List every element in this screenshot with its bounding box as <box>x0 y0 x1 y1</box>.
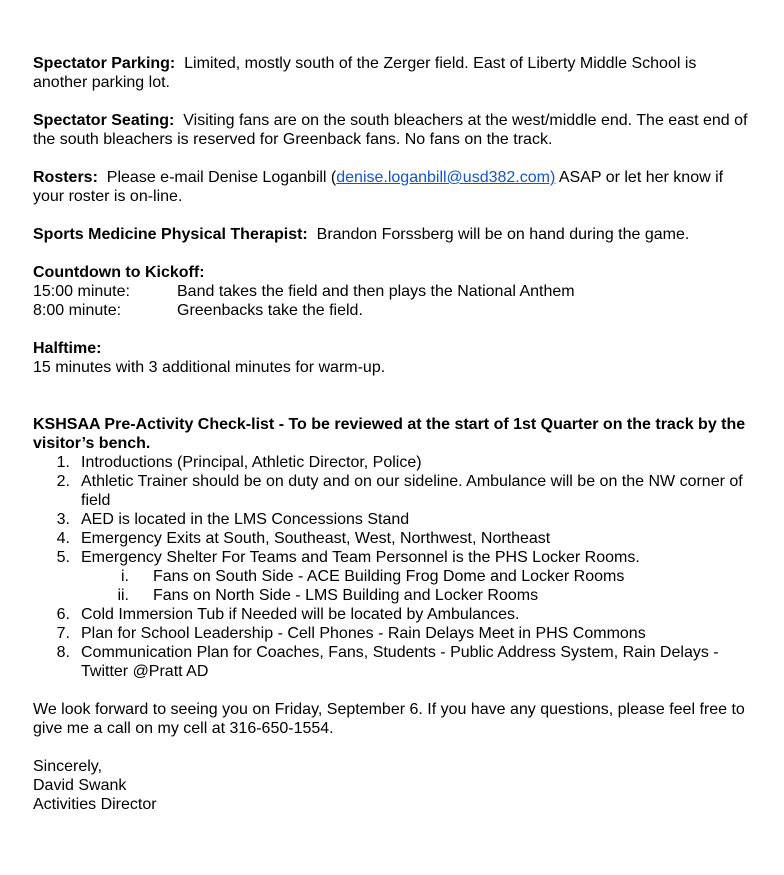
countdown-row <box>33 301 753 320</box>
closing-paragraph: We look forward to seeing you on Friday, September 6. If you have any questions, please feel free to give me a call on my cell at 316-650-1554. <box>33 701 745 737</box>
list-item <box>33 510 753 529</box>
parking-text: Limited, mostly south of the Zerger field. East of Liberty Middle School is another parking lot. <box>33 55 697 91</box>
item-text: Athletic Trainer should be on duty and on our sideline. Ambulance will be on the NW corner of field <box>81 473 743 509</box>
rosters-text-after: ASAP or let her know if your roster is on-line. <box>33 169 724 205</box>
sub-item-number: i. <box>121 568 129 585</box>
parking-paragraph <box>33 54 753 92</box>
item-text: Communication Plan for Coaches, Fans, Students - Public Address System, Rain Delays - Twitter @Pratt AD <box>81 644 719 680</box>
seating-paragraph <box>33 111 753 149</box>
item-number: 3. <box>56 511 70 528</box>
item-text: Emergency Shelter For Teams and Team Personnel is the PHS Locker Rooms. <box>81 549 640 566</box>
countdown-row <box>33 282 753 301</box>
halftime-section <box>33 339 753 377</box>
list-item <box>33 529 753 548</box>
signature-block <box>33 757 753 814</box>
list-item <box>33 548 753 567</box>
item-text: Cold Immersion Tub if Needed will be located by Ambulances. <box>81 606 520 623</box>
sub-list-item <box>33 567 753 586</box>
seating-label: Spectator Seating: <box>33 112 175 129</box>
rosters-text-before: Please e-mail Denise Loganbill ( <box>106 169 337 186</box>
item-number: 4. <box>56 530 70 547</box>
sub-item-number: ii. <box>117 587 129 604</box>
checklist-title: KSHSAA Pre-Activity Check-list - To be reviewed at the start of 1st Quarter on the track by the visitor’s bench. <box>33 416 746 452</box>
parking-label: Spectator Parking: <box>33 55 176 72</box>
item-text: Plan for School Leadership - Cell Phones - Rain Delays Meet in PHS Commons <box>81 625 646 642</box>
sub-list-item <box>33 586 753 605</box>
list-item <box>33 605 753 624</box>
rosters-label: Rosters: <box>33 169 98 186</box>
medicine-paragraph <box>33 225 753 244</box>
item-number: 5. <box>56 549 70 566</box>
rosters-paragraph <box>33 168 753 206</box>
list-item <box>33 472 753 510</box>
item-text: Emergency Exits at South, Southeast, West, Northwest, Northeast <box>81 530 551 547</box>
signer-title: Activities Director <box>33 796 157 813</box>
item-number: 8. <box>56 644 70 661</box>
item-number: 6. <box>56 606 70 623</box>
medicine-text: Brandon Forssberg will be on hand during the game. <box>316 226 690 243</box>
countdown-label: Countdown to Kickoff: <box>33 264 205 281</box>
checklist <box>33 453 753 567</box>
countdown-time: 15:00 minute: <box>33 283 130 300</box>
sub-item-text: Fans on North Side - LMS Building and Locker Rooms <box>153 587 539 604</box>
sub-item-text: Fans on South Side - ACE Building Frog Dome and Locker Rooms <box>153 568 625 585</box>
list-item <box>33 643 753 681</box>
countdown-section <box>33 263 753 320</box>
halftime-label: Halftime: <box>33 340 102 357</box>
halftime-text: 15 minutes with 3 additional minutes for warm-up. <box>33 359 386 376</box>
medicine-label: Sports Medicine Physical Therapist: <box>33 226 308 243</box>
item-number: 7. <box>56 625 70 642</box>
list-item <box>33 624 753 643</box>
countdown-event: Band takes the field and then plays the National Anthem <box>177 283 575 300</box>
checklist-continued <box>33 605 753 681</box>
checklist-section <box>33 415 753 681</box>
seating-text: Visiting fans are on the south bleachers at the west/middle end. The east end of the south bleachers is reserved for Greenback fans. No fans on the track. <box>33 112 748 148</box>
salutation: Sincerely, <box>33 758 103 775</box>
countdown-time: 8:00 minute: <box>33 302 122 319</box>
signer-name: David Swank <box>33 777 127 794</box>
item-text: Introductions (Principal, Athletic Director, Police) <box>81 454 422 471</box>
item-number: 2. <box>56 473 70 490</box>
countdown-event: Greenbacks take the field. <box>177 302 363 319</box>
email-link[interactable]: denise.loganbill@usd382.com) <box>336 169 556 186</box>
item-text: AED is located in the LMS Concessions Stand <box>81 511 410 528</box>
item-number: 1. <box>56 454 70 471</box>
list-item <box>33 453 753 472</box>
